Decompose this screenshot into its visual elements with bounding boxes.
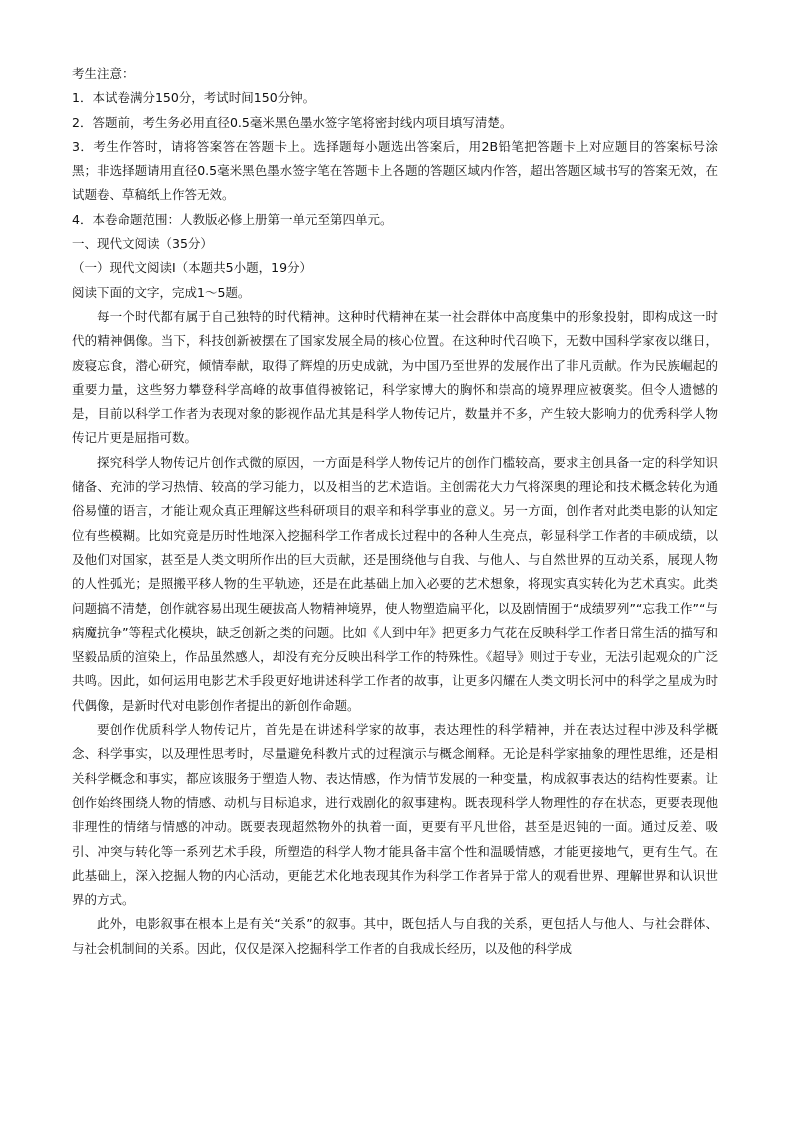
passage-paragraph-3: 要创作优质科学人物传记片，首先是在讲述科学家的故事，表达理性的科学精神，并在表达过程中涉及科学概念、科学事实，以及理性思考时，尽量避免科教片式的过程演示与概念阐释。无论是科学家抽象的理性思维，还是相关科学概念和事实，都应该服务于塑造人物、表达情感，作为情节发展的一种变量，构成叙事表达的结构性要素。让创作始终围绕人物的情感、动机与目标追求，进行戏剧化的叙事建构。既表现科学人物理性的存在状态，更要表现他非理性的情绪与情感的冲动。既要表现超然物外的执着一面，更要有平凡世俗，甚至是迟钝的一面。通过反差、吸引、冲突与转化等一系列艺术手段，所塑造的科学人物才能具备丰富个性和温暖情感，才能更接地气，更有生气。在此基础上，深入挖掘人物的内心活动，更能艺术化地表现其作为科学工作者异于常人的观看世界、理解世界和认识世界的方式。: [72, 722, 718, 908]
notice-item-2: 2．答题前，考生务必用直径0.5毫米黑色墨水签字笔将密封线内项目填写清楚。: [72, 114, 513, 130]
passage-paragraph-1: 每一个时代都有属于自己独特的时代精神。这种时代精神在某一社会群体中高度集中的形象投射，即构成这一时代的精神偶像。当下，科技创新被摆在了国家发展全局的核心位置。在这种时代召唤下，无数中国科学家夜以继日，废寝忘食，潜心研究，倾情奉献，取得了辉煌的历史成就，为中国乃至世界的发展作出了非凡贡献。作为民族崛起的重要力量，这些努力攀登科学高峰的故事值得被铭记，科学家博大的胸怀和崇高的境界理应被褒奖。但令人遗憾的是，目前以科学工作者为表现对象的影视作品尤其是科学人物传记片，数量并不多，产生较大影响力的优秀科学人物传记片更是屈指可数。: [72, 308, 718, 446]
section-heading: 一、现代文阅读（35分）: [72, 236, 213, 252]
reading-instruction: 阅读下面的文字，完成1～5题。: [72, 284, 251, 300]
notice-title: 考生注意：: [72, 66, 135, 81]
notice-item-3: 3．考生作答时，请将答案答在答题卡上。选择题每小题选出答案后，用2B铅笔把答题卡上对应题目的答案标号涂黑；非选择题请用直径0.5毫米黑色墨水签字笔在答题卡上各题的答题区域内作答，超出答题区域书写的答案无效，在试题卷、草稿纸上作答无效。: [72, 138, 718, 203]
notice-item-4: 4．本卷命题范围：人教版必修上册第一单元至第四单元。: [72, 211, 393, 227]
exam-page: [72, 62, 718, 961]
passage-paragraph-2: 探究科学人物传记片创作式微的原因，一方面是科学人物传记片的创作门槛较高，要求主创具备一定的科学知识储备、充沛的学习热情、较高的学习能力，以及相当的艺术造诣。主创需花大力气将深奥的理论和技术概念转化为通俗易懂的语言，才能让观众真正理解这些科研项目的艰辛和科学事业的意义。另一方面，创作者对此类电影的认知定位有些模糊。比如究竟是历时性地深入挖掘科学工作者成长过程中的各种人生亮点，彰显科学工作者的丰硕成绩，以及他们对国家，甚至是人类文明所作出的巨大贡献，还是围绕他与自我、与他人、与自然世界的互动关系，展现人物的人性弧光；是照搬平移人物的生平轨迹，还是在此基础上加入必要的艺术想象，将现实真实转化为艺术真实。此类问题搞不清楚，创作就容易出现生硬拔高人物精神境界，使人物塑造扁平化，以及剧情囿于“成绩罗列”“忘我工作”“与病魔抗争”等程式化模块，缺乏创新之类的问题。比如《人到中年》把更多力气花在反映科学工作者日常生活的描写和坚毅品质的渲染上，作品虽然感人，却没有充分反映出科学工作的特殊性。《超导》则过于专业，无法引起观众的广泛共鸣。因此，如何运用电影艺术手段更好地讲述科学工作者的故事，让更多闪耀在人类文明长河中的科学之星成为时代偶像，是新时代对电影创作者提出的新创作命题。: [72, 454, 718, 713]
section-subheading: （一）现代文阅读Ⅰ（本题共5小题，19分）: [72, 260, 313, 276]
passage-paragraph-4: 此外，电影叙事在根本上是有关“关系”的叙事。其中，既包括人与自我的关系，更包括人与他人、与社会群体、与社会机制间的关系。因此，仅仅是深入挖掘科学工作者的自我成长经历，以及他的科学成: [72, 916, 718, 956]
notice-item-1: 1．本试卷满分150分，考试时间150分钟。: [72, 90, 316, 106]
